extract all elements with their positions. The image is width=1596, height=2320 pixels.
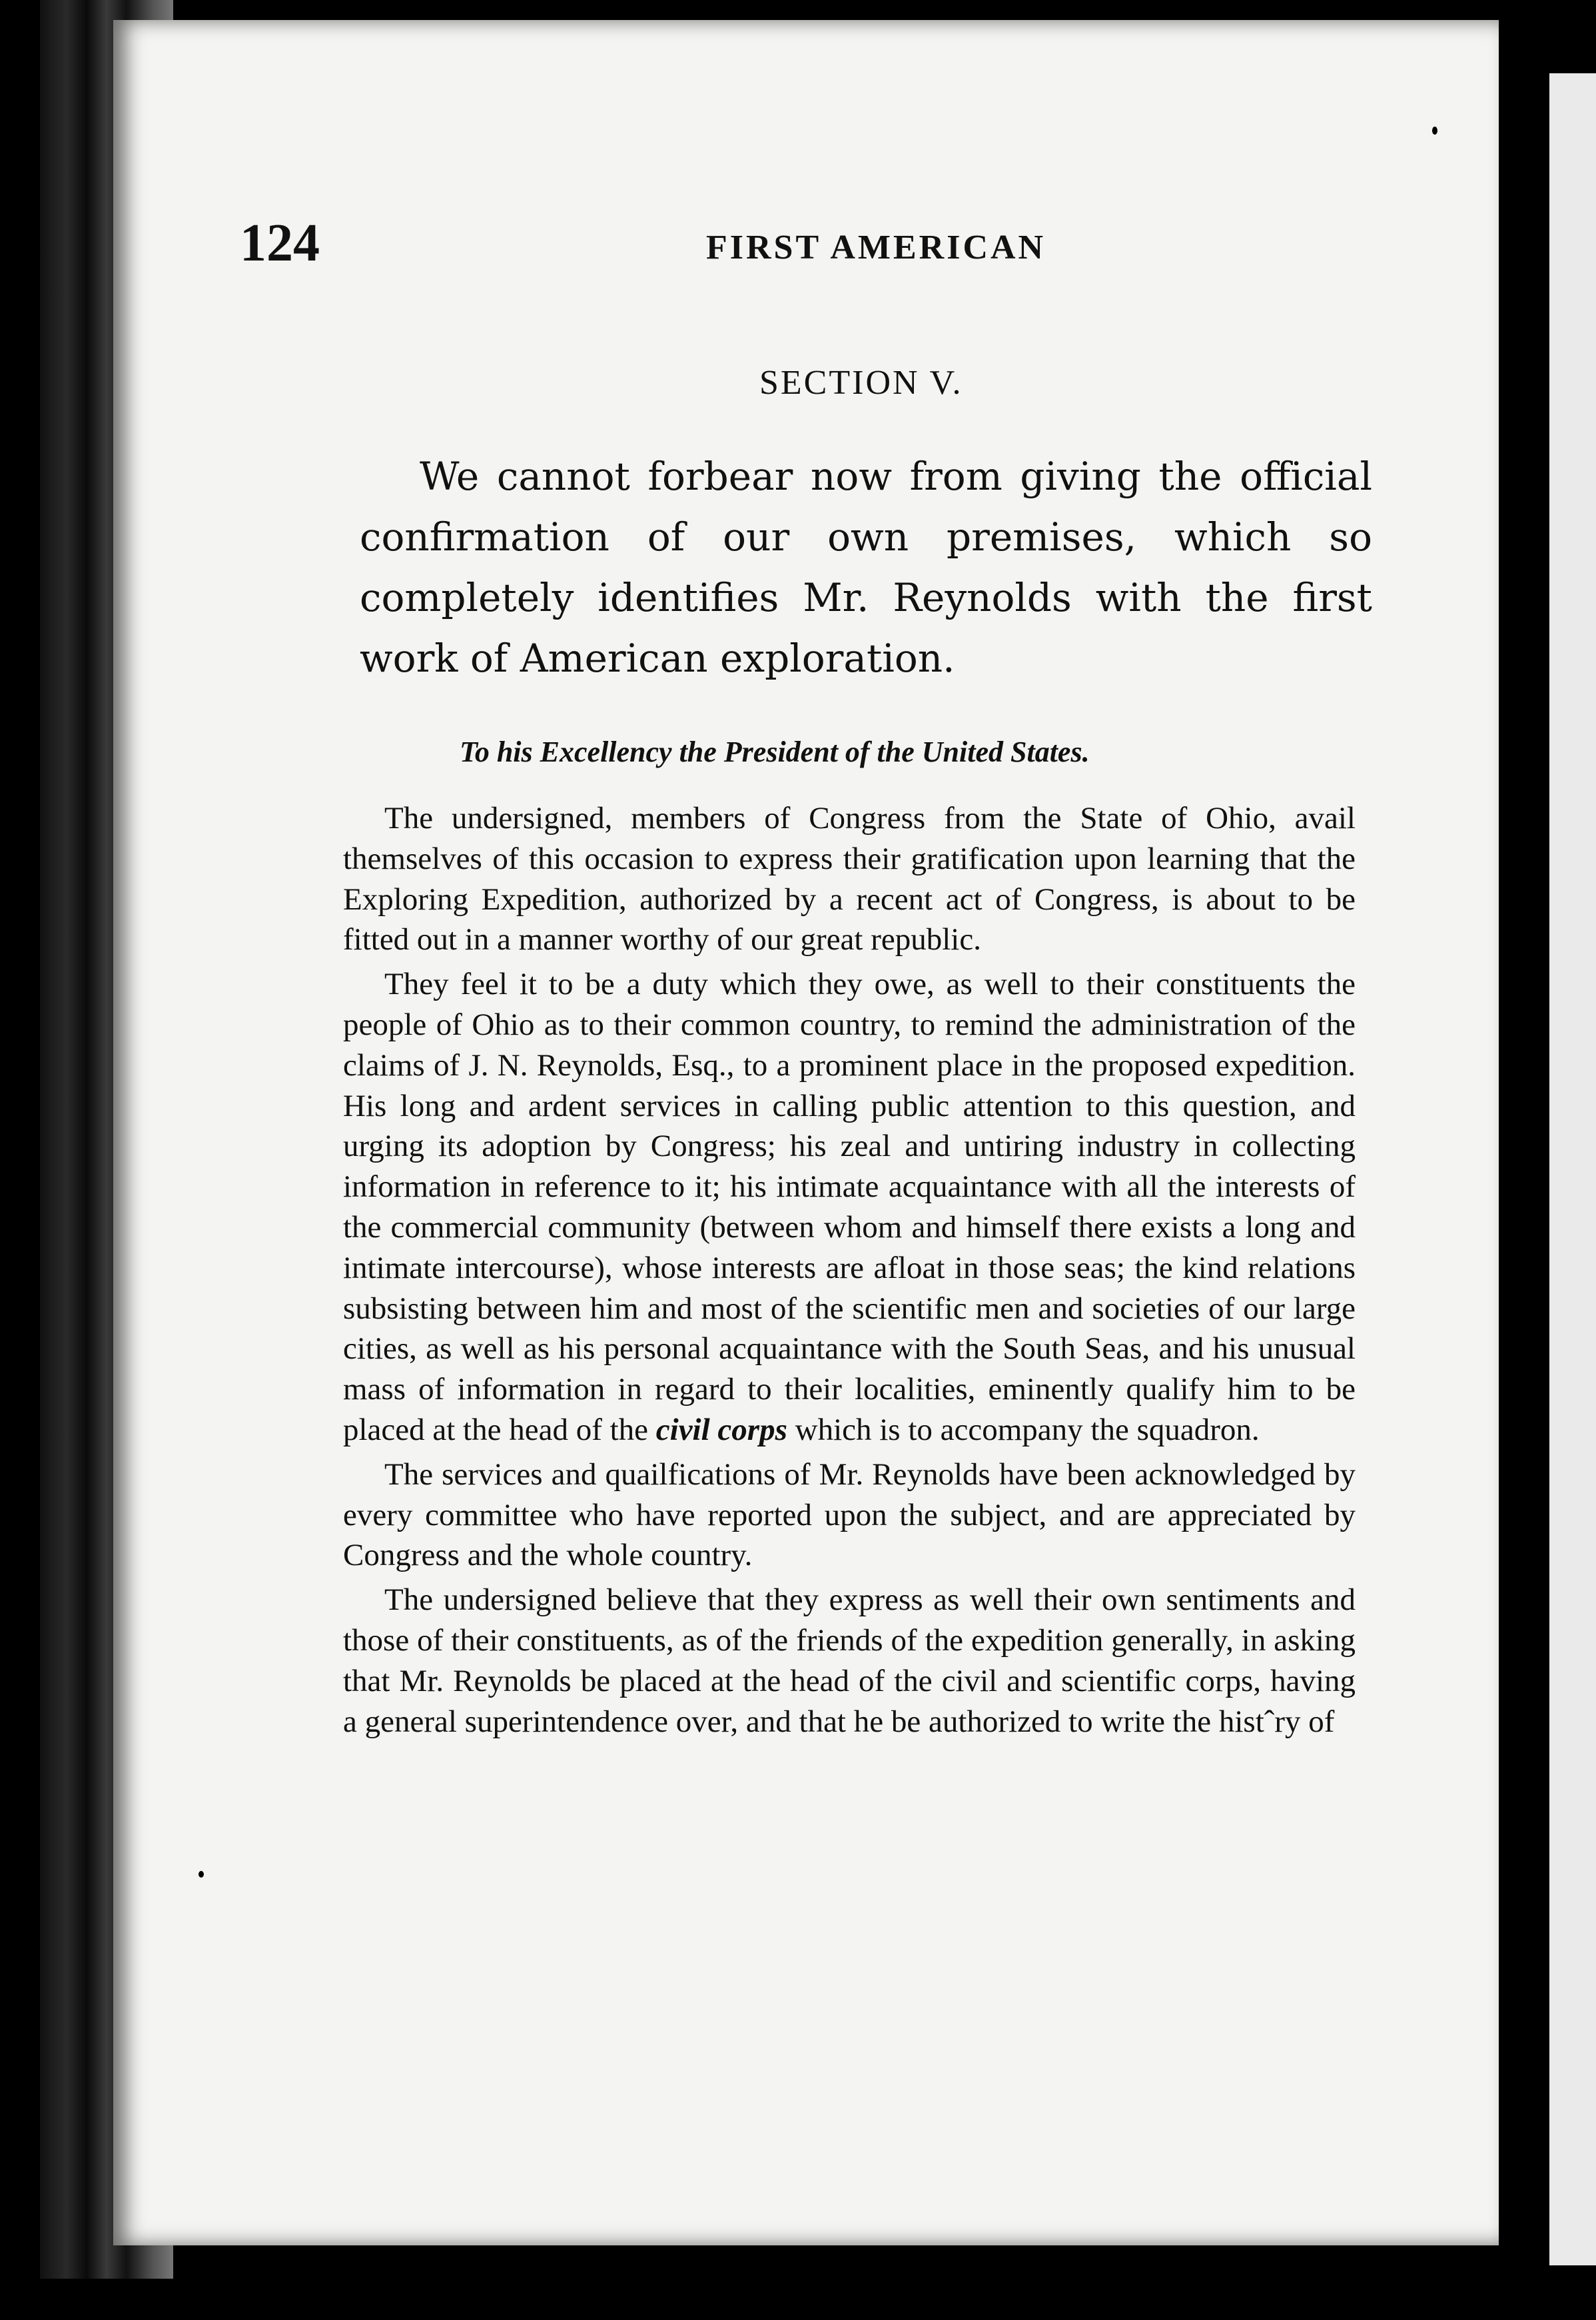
scan-speck <box>199 1871 204 1878</box>
running-head: FIRST AMERICAN <box>706 229 1046 267</box>
scan-speck <box>1432 127 1437 135</box>
letter-body <box>343 798 1356 1746</box>
paragraph-text: They feel it to be a duty which they owe, as well to their constituents the people of Ohio as to their common country, to remind the administration of the claims of J. N. Reynolds, Esq., to a prominent place in the proposed expedition. His long and ardent services in calling public attention to this question, and urging its adoption by Congress; his zeal and untiring industry in collecting information in reference to it; his intimate acquaintance with all the interests of the commercial community (between whom and himself there exists a long and intimate intercourse), whose interests are afloat in those seas; the kind relations subsisting between him and most of the scientific men and societies of our large cities, as well as his personal acquaintance with the South Seas, and his unusual mass of information in regard to their localities, eminently qualify him to be placed at the head of the <box>343 967 1356 1447</box>
letter-paragraph <box>343 964 1356 1450</box>
section-title: SECTION V. <box>759 364 963 402</box>
page-number: 124 <box>240 214 320 273</box>
scan-speck <box>12 480 21 506</box>
page-header <box>240 213 1452 293</box>
letter-paragraph: The undersigned believe that they express as well their own sentiments and those of their constituents, as of the friends of the expedition generally, in asking that Mr. Reynolds be placed at the head of the civil and scientific corps, having a general superintendence over, and that he be authorized to write the histˆry of <box>343 1582 1356 1739</box>
paragraph-text: which is to accompany the squadron. <box>787 1412 1260 1447</box>
letter-paragraph: The services and quailfications of Mr. Reynolds have been acknowledged by every committee who have reported upon the subject, and are appreciated by Congress and the whole country. <box>343 1456 1356 1573</box>
letter-salutation: To his Excellency the President of the United States. <box>460 736 1090 768</box>
letter-paragraph: The undersigned, members of Congress from the State of Ohio, avail themselves of this occasion to express their gratification upon learning that the Exploring Expedition, authorized by a recent act of Congress, is about to be fitted out in a manner worthy of our great republic. <box>343 801 1356 957</box>
intro-paragraph: We cannot forbear now from giving the official confirmation of our own premises, which so completely identifies Mr. Reynolds with the first work of American exploration. <box>360 454 1372 681</box>
italic-phrase: civil corps <box>655 1412 787 1447</box>
facing-page-edge <box>1549 73 1596 2265</box>
page-gutter <box>1512 53 1552 2265</box>
